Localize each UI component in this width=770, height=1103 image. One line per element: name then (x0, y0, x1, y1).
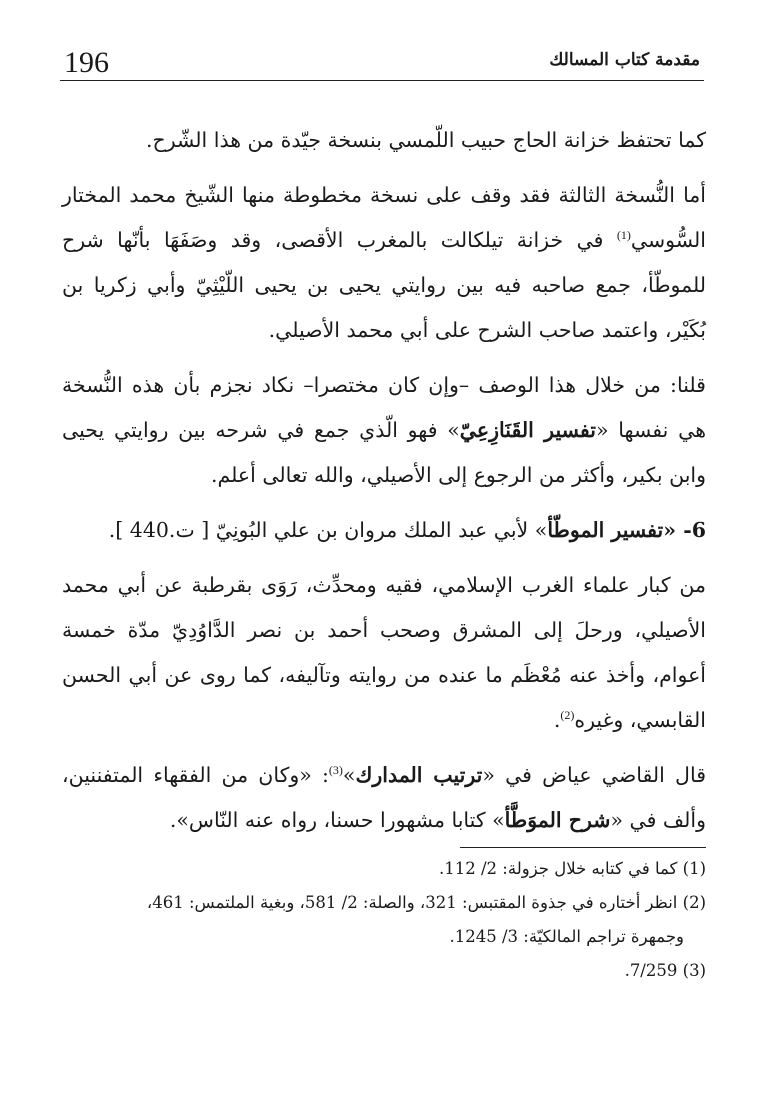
footnote-ref-2[interactable]: (2) (560, 708, 575, 723)
paragraph-3: قلنا: من خلال هذا الوصف –وإن كان مختصرا– نكاد نجزم بأن هذه النُّسخة هي نفسها «تفسير القَنَازِعِيّ» فهو الّذي جمع في شرحه بين روايتي يحيى وابن بكير، وأكثر من الرجوع إلى الأصيلي، والله تعالى أعلم. (62, 373, 706, 487)
running-title: مقدمة كتاب المسالك (549, 50, 700, 70)
footnotes (62, 852, 706, 988)
paragraph-5: قال القاضي عياض في «ترتيب المدارك»$^{(3)}$: «وكان من الفقهاء المتفننين، وألف في «شرح الموَطَّأ» كتابا مشهورا حسنا، رواه عنه النّاس». (62, 763, 706, 832)
page-header (60, 44, 704, 81)
paragraph-2: أما النُّسخة الثالثة فقد وقف على نسخة مخطوطة منها الشّيخ محمد المختار السُّوسي$^{(1)}$ في خزانة تيلكالت بالمغرب الأقصى، وقد وصَفَهَا بأنّها شرح للموطّأ، جمع صاحبه فيه بين روايتي يحيى بن يحيى اللّيْثِيّ وأبي زكريا بن بُكَيْر، واعتمد صاحب الشرح على أبي محمد الأصيلي. (62, 183, 706, 342)
main-text (62, 118, 706, 853)
footnote-2: (2) انظر أختاره في جذوة المقتبس: 321، والصلة: 2/ 581، وبغية الملتمس: 461، (146, 893, 706, 912)
section-heading-6: 6- «تفسير الموطّأ» لأبي عبد الملك مروان بن علي البُونِيّ [ ت.440 ]. (108, 518, 706, 542)
footnote-ref-3[interactable]: (3) (328, 763, 343, 778)
footnote-1: (1) كما في كتابه خلال جزولة: 2/ 112. (438, 859, 706, 878)
page-number: 196 (64, 46, 109, 79)
bold-title: تفسير القَنَازِعِيّ (459, 418, 596, 442)
footnote-divider (460, 847, 706, 848)
bold-title: ترتيب المدارك (355, 763, 483, 787)
footnote-3: (3) 7/259. (624, 961, 706, 980)
footnote-ref-1[interactable]: (1) (616, 228, 631, 243)
bold-title: شرح الموَطَّأ (504, 808, 611, 832)
paragraph-1: كما تحتفظ خزانة الحاج حبيب اللّمسي بنسخة جيّدة من هذا الشّرح. (145, 128, 706, 152)
footnote-2-continued: وجمهرة تراجم المالكيّة: 3/ 1245. (449, 927, 684, 946)
paragraph-4: من كبار علماء الغرب الإسلامي، فقيه ومحدِّث، رَوَى بقرطبة عن أبي محمد الأصيلي، ورحلَ إلى المشرق وصحب أحمد بن نصر الدَّاوُدِيّ مدّة خمسة أعوام، وأخذ عنه مُعْظَم ما عنده من روايته وتآليفه، كما روى عن أبي الحسن القابسي، وغيره$^{(2)}$. (62, 573, 706, 732)
bold-title: تفسير الموطّأ (547, 518, 664, 542)
